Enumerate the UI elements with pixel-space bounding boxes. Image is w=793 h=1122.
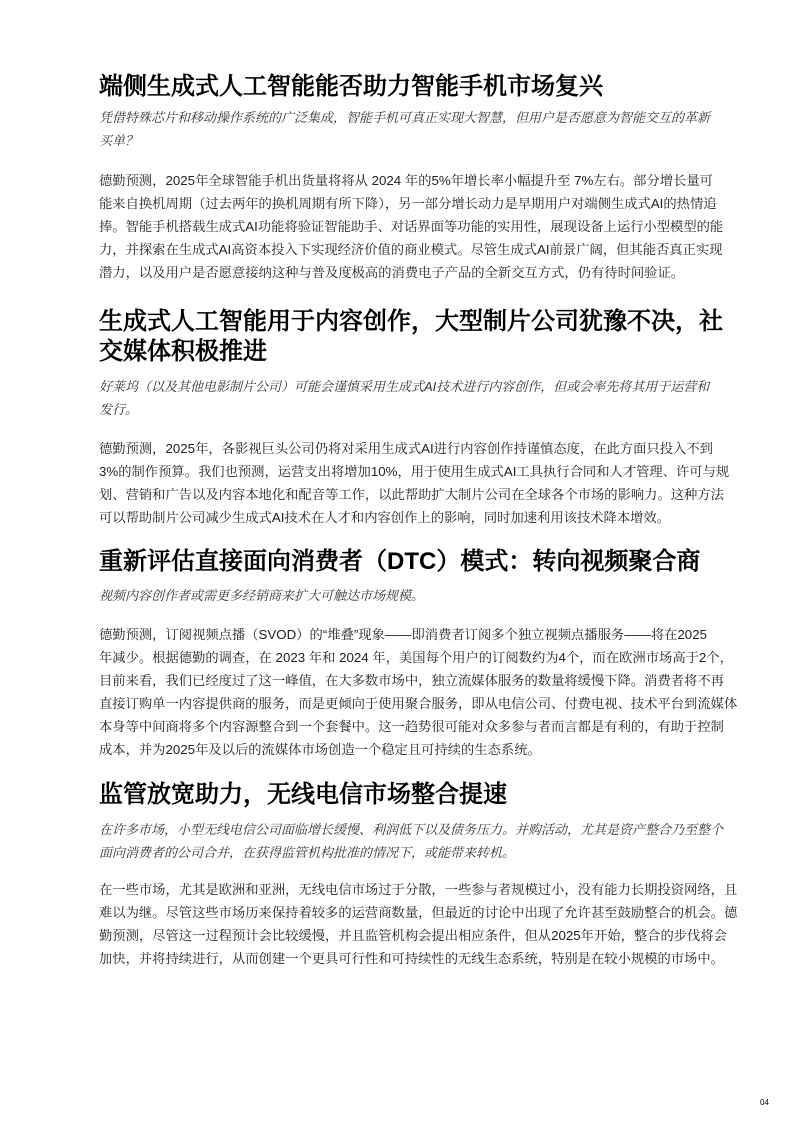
section-title	[99, 780, 719, 810]
section-body-line: 可以帮助制片公司减少生成式AI技术在人才和内容创作上的影响，同时加速利用该技术降本增效。	[99, 510, 671, 525]
section-title-line: 重新评估直接面向消费者（DTC）模式：转向视频聚合商	[99, 548, 701, 575]
section-subtitle	[99, 584, 719, 607]
section-body-line: 德勤预测，订阅视频点播（SVOD）的“堆叠”现象——即消费者订阅多个独立视频点播服务——将在2025	[99, 627, 707, 642]
section-title	[99, 547, 719, 577]
section-body-line: 潜力，以及用户是否愿意接纳这种与普及度极高的消费电子产品的全新交互方式，仍有待时间验证。	[99, 265, 685, 280]
section-body-line: 3%的制作预算。我们也预测，运营支出将增加10%，用于使用生成式AI工具执行合同和人才管理、许可与规	[99, 464, 730, 479]
section-body-line: 加快，并将持续进行，从而创建一个更具可行性和可持续性的无线生态系统，特别是在较小规模的市场中。	[99, 951, 724, 966]
section-subtitle	[99, 375, 719, 421]
section-title-line: 端侧生成式人工智能能否助力智能手机市场复兴	[99, 73, 603, 100]
section-body	[99, 623, 738, 761]
section-body-line: 力，并探索在生成式AI高资本投入下实现经济价值的商业模式。尽管生成式AI前景广阔，但其能否真正实现	[99, 242, 723, 257]
section-body-line: 德勤预测，2025年，各影视巨头公司仍将对采用生成式AI进行内容创作持谨慎态度，在此方面只投入不到	[99, 441, 713, 456]
section-subtitle-line: 凭借特殊芯片和移动操作系统的广泛集成，智能手机可真正实现大智慧，但用户是否愿意为智能交互的革新	[99, 110, 711, 125]
section-title-line: 监管放宽助力，无线电信市场整合提速	[99, 781, 507, 808]
section-body	[99, 169, 724, 284]
section-body-line: 捧。智能手机搭载生成式AI功能将验证智能助手、对话界面等功能的实用性，展现设备上运行小型模型的能	[99, 219, 724, 234]
section-title	[99, 72, 719, 102]
section-subtitle-line: 视频内容创作者或需更多经销商来扩大可触达市场规模。	[99, 588, 425, 603]
section-body-line: 勤预测，尽管这一过程预计会比较缓慢，并且监管机构会提出相应条件，但从2025年开始，整合的步伐将会	[99, 928, 727, 943]
section-subtitle-line: 买单？	[99, 133, 139, 148]
section-body-line: 成本，并为2025年及以后的流媒体市场创造一个稳定且可持续的生态系统。	[99, 742, 541, 757]
section-subtitle	[99, 818, 724, 864]
section-title-line: 生成式人工智能用于内容创作，大型制片公司犹豫不决，社	[99, 308, 723, 335]
section-subtitle-line: 面向消费者的公司合并，在获得监管机构批准的情况下，或能带来转机。	[99, 845, 516, 860]
section-body-line: 本身等中间商将多个内容源整合到一个套餐中。这一趋势很可能对众多参与者而言都是有利的，有助于控制	[99, 719, 724, 734]
section-body-line: 德勤预测，2025年全球智能手机出货量将将从 2024 年的5%年增长率小幅提升至 7%左右。部分增长量可	[99, 173, 713, 188]
section-title-line: 交媒体积极推进	[99, 338, 267, 365]
section-body	[99, 437, 730, 529]
section-body-line: 难以为继。尽管这些市场历来保持着较多的运营商数量，但最近的讨论中出现了允许甚至鼓励整合的机会。德	[99, 905, 738, 920]
section-subtitle-line: 好莱坞（以及其他电影制片公司）可能会谨慎采用生成式AI技术进行内容创作，但或会率先将其用于运营和	[99, 379, 710, 394]
section-subtitle-line: 在许多市场，小型无线电信公司面临增长缓慢、利润低下以及债务压力。并购活动，尤其是资产整合乃至整个	[99, 822, 724, 837]
section-subtitle	[99, 106, 719, 152]
section-body-line: 划、营销和广告以及内容本地化和配音等工作，以此帮助扩大制片公司在全球各个市场的影响力。这种方法	[99, 487, 724, 502]
section-subtitle-line: 发行。	[99, 402, 139, 417]
section-body-line: 能来自换机周期（过去两年的换机周期有所下降），另一部分增长动力是早期用户对端侧生成式AI的热情追	[99, 196, 717, 211]
page-number: 04	[760, 1098, 769, 1107]
section-body	[99, 878, 738, 970]
section-body-line: 目前来看，我们已经度过了这一峰值，在大多数市场中，独立流媒体服务的数量将缓慢下降。消费者将不再	[99, 673, 724, 688]
section-title	[99, 307, 723, 367]
section-body-line: 直接订购单一内容提供商的服务，而是更倾向于使用聚合服务，即从电信公司、付费电视、技术平台到流媒体	[99, 696, 738, 711]
section-body-line: 在一些市场，尤其是欧洲和亚洲，无线电信市场过于分散，一些参与者规模过小，没有能力长期投资网络，且	[99, 882, 738, 897]
section-body-line: 年减少。根据德勤的调查，在 2023 年和 2024 年，美国每个用户的订阅数约为4个，而在欧洲市场高于2个，	[99, 650, 733, 665]
